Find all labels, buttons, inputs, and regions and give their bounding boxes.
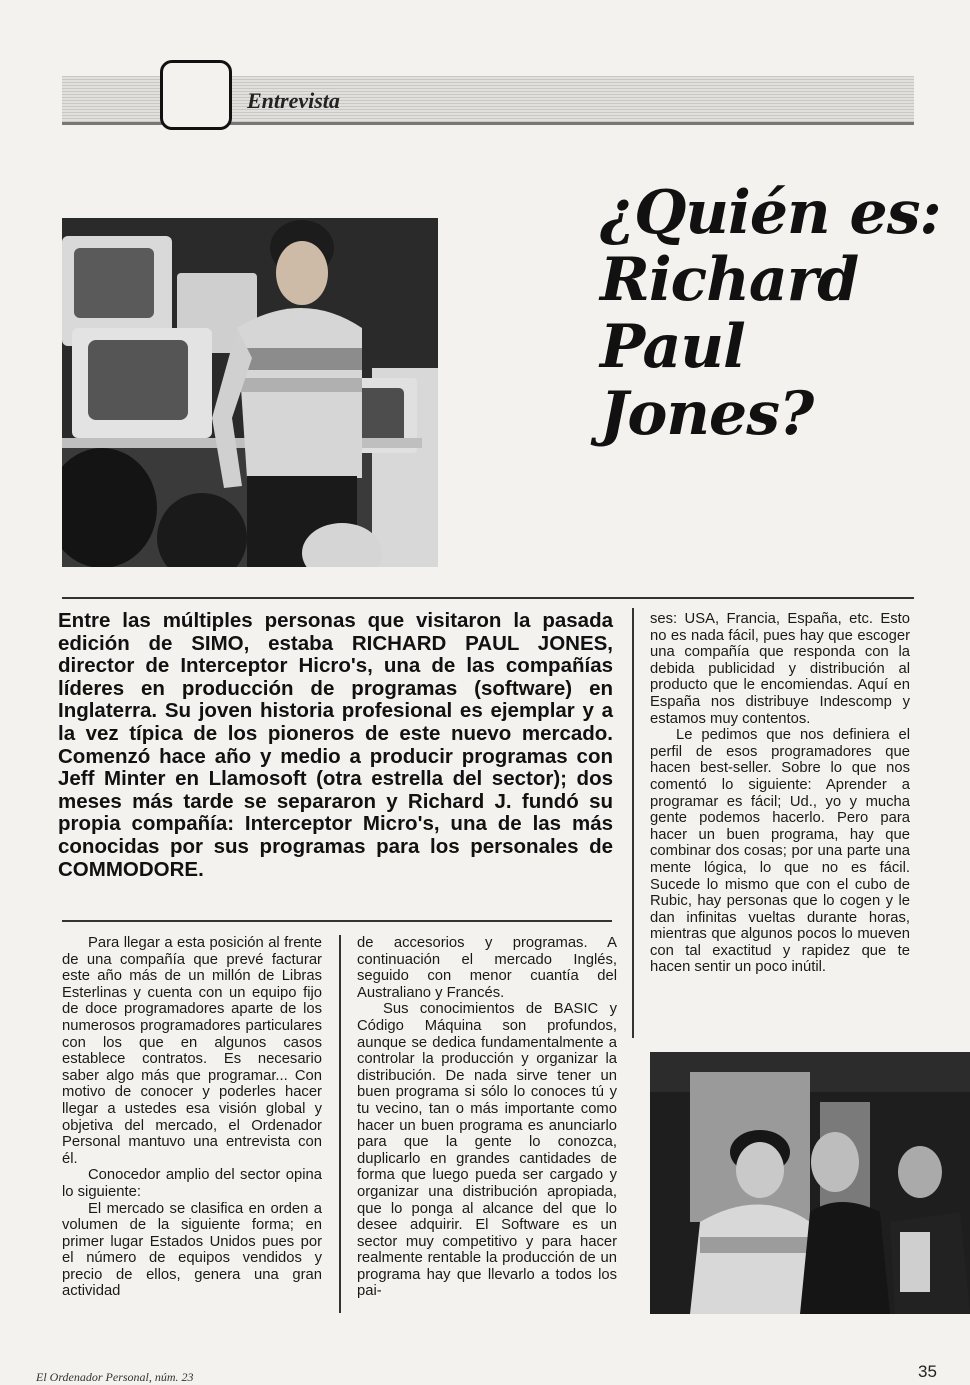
divider-lead — [62, 920, 612, 922]
page-number: 35 — [918, 1362, 937, 1381]
paragraph: de accesorios y programas. A continuación el mercado Inglés, seguido con menor cuantía del Australiano y Francés. — [357, 935, 617, 1001]
paragraph: Sus conocimientos de BASIC y Código Máquina son profundos, aunque se dedica fundamentalmente a controlar la producción y organizar la distribución. De nada sirve tener un buen programa si sólo lo conoces tú y tu vecino, tan o más importante como hacer un buen programa es anunciarlo para que la gente lo conozca, duplicarlo en grandes cantidades de forma que luego pueda ser cargado y organizar una distribución apropiada, que lo ponga al alcance del que lo desee adquirir. El Software es un sector muy competitivo y para hacer realmente rentable la producción de un programa hay que llevarlo a todos los pai- — [357, 1001, 617, 1300]
paragraph: ses: USA, Francia, España, etc. Esto no es nada fácil, pues hay que escoger una compañía que responda con la debida publicidad y distribución al producto que le encomiendas. Aquí en España nos distribuye Indescomp y estamos muy contentos. — [650, 611, 910, 727]
paragraph: Le pedimos que nos definiera el perfil de esos programadores que hacen best-seller. Sobre lo que nos comentó lo siguiente: Aprender a programar es fácil; Ud., yo y mucha gente podemos hacerlo. Pero para hacer un buen programa, hay que combinar dos cosas; por una parte una mente lógica, lo que no es fácil. Sucede lo mismo que con el cubo de Rubic, hay personas que lo cogen y le dan infinitas vueltas durante horas, mientras que algunos pocos lo mueven con tal exactitud y rapidez que te hacen sentir un poco inútil. — [650, 727, 910, 976]
title-line: Richard — [600, 245, 859, 315]
section-icon-box — [160, 60, 232, 130]
body-column-2 — [357, 935, 617, 1300]
section-label: Entrevista — [247, 88, 340, 113]
body-column-1 — [62, 935, 322, 1300]
divider-top — [62, 597, 914, 599]
lead-paragraph: Entre las múltiples personas que visitaron la pasada edición de SIMO, estaba RICHARD PAUL JONES, director de Interceptor Hicro's, una de las compañías líderes en producción de programas (software) en Inglaterra. Su joven historia profesional es ejemplar y a la vez típica de los pioneros de este nuevo mercado. Comenzó hace año y medio a producir programas con Jeff Minter en Llamosoft (otra estrella del sector); dos meses más tarde se separaron y Richard J. fundó su propia compañía: Interceptor Micro's, una de las más conocidas por sus programas para los personales de COMMODORE. — [58, 609, 613, 881]
title-line: ¿Quién es: — [600, 178, 941, 248]
paragraph: Para llegar a esta posición al frente de una compañía que prevé facturar este año más de un millón de Libras Esterlinas y cuenta con un equipo fijo de doce programadores aparte de los numerosos programadores particulares con los que en algunos casos establece contratos. Es necesario saber algo más que programar... Con motivo de conocer y poderles hacer llegar a ustedes esa visión global y objetiva del mercado, el Ordenador Personal mantuvo una entrevista con él. — [62, 935, 322, 1167]
footer-publication: El Ordenador Personal, núm. 23 — [36, 1370, 194, 1384]
article-title — [600, 180, 940, 448]
paragraph: Conocedor amplio del sector opina lo siguiente: — [62, 1167, 322, 1200]
body-column-3 — [650, 611, 910, 976]
column-divider-left — [339, 935, 341, 1313]
paragraph: El mercado se clasifica en orden a volumen de la siguiente forma; en primer lugar Estados Unidos pues por el número de equipos vendidos y precio de ellos, genera una gran actividad — [62, 1200, 322, 1300]
title-line: Jones? — [600, 379, 814, 449]
photo-richard-with-monitors — [62, 218, 438, 567]
column-divider-right — [632, 608, 634, 1038]
title-line: Paul — [600, 312, 745, 382]
photo-conversation — [650, 1052, 970, 1314]
